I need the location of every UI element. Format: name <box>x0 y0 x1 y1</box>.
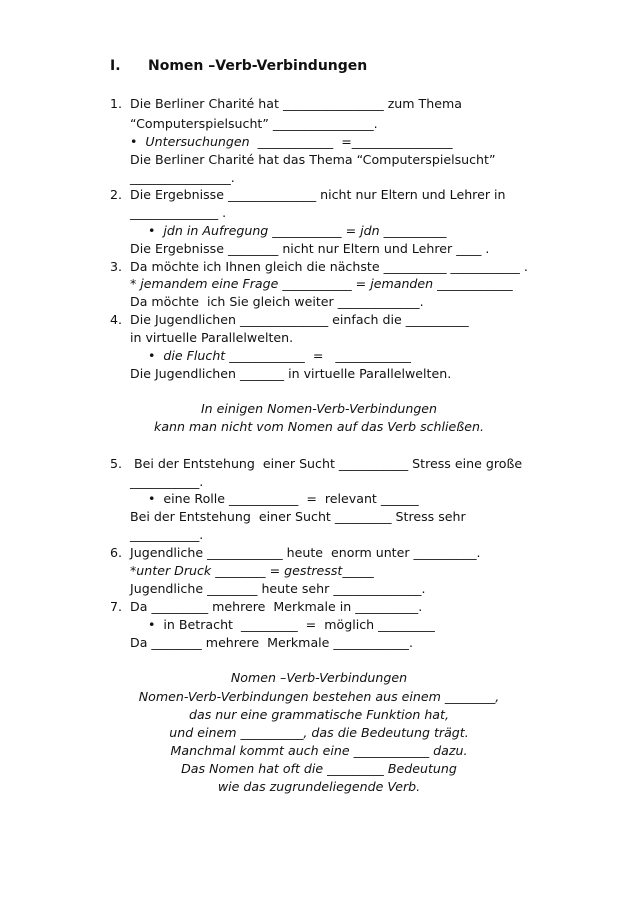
rule-note-line: In einigen Nomen-Verb-Verbindungen <box>200 401 438 416</box>
summary-line: das nur eine grammatische Funktion hat, <box>189 707 449 722</box>
exercise-6-line: Jugendliche ________ heute sehr ______________. <box>130 581 426 596</box>
exercise-7-line: Da ________ mehrere Merkmale ____________. <box>130 635 413 650</box>
exercise-4-bullet: • die Flucht ____________ = ____________ <box>148 348 411 363</box>
exercise-1-line: Die Berliner Charité hat das Thema “Computerspielsucht” <box>130 152 496 167</box>
exercise-2-bullet: • jdn in Aufregung ___________ = jdn __________ <box>148 223 447 238</box>
exercise-7-bullet: • in Betracht _________ = möglich _________ <box>148 617 435 632</box>
exercise-5-bullet: • eine Rolle ___________ = relevant ______ <box>148 491 419 506</box>
exercise-1-bullet: • Untersuchungen ____________ =________________ <box>130 134 453 149</box>
exercise-1-line: “Computerspielsucht” ________________. <box>130 116 378 131</box>
exercise-4-line: 4. Die Jugendlichen ______________ einfach die __________ <box>110 312 469 327</box>
exercise-1-line: 1. Die Berliner Charité hat ________________ zum Thema <box>110 96 462 111</box>
section-number: I. <box>110 58 121 74</box>
exercise-5-line: 5. Bei der Entstehung einer Sucht ___________ Stress eine große <box>110 456 523 471</box>
summary-title: Nomen –Verb-Verbindungen <box>230 670 408 685</box>
exercise-6-note: *unter Druck ________ = gestresst_____ <box>130 563 374 578</box>
exercise-3-line: Da möchte ich Sie gleich weiter _____________. <box>130 294 424 309</box>
exercise-2-line: ______________ . <box>130 205 227 220</box>
exercise-4-line: in virtuelle Parallelwelten. <box>130 330 294 345</box>
exercise-5-line: Bei der Entstehung einer Sucht _________ Stress sehr <box>130 509 466 524</box>
exercise-3-note: * jemandem eine Frage ___________ = jemanden ____________ <box>130 276 513 291</box>
exercise-3-line: 3. Da möchte ich Ihnen gleich die nächste __________ ___________ . <box>110 259 528 274</box>
rule-note-line: kann man nicht vom Nomen auf das Verb schließen. <box>154 419 484 434</box>
exercise-6-line: 6. Jugendliche ____________ heute enorm unter __________. <box>110 545 481 560</box>
exercise-7-line: 7. Da _________ mehrere Merkmale in __________. <box>110 599 423 614</box>
summary-line: Nomen-Verb-Verbindungen bestehen aus einem ________, <box>138 689 500 704</box>
summary-line: wie das zugrundeliegende Verb. <box>217 779 421 794</box>
exercise-5-line: ___________. <box>130 527 204 542</box>
exercise-1-line: ________________. <box>130 170 235 185</box>
summary-line: Manchmal kommt auch eine ____________ dazu. <box>170 743 468 758</box>
exercise-5-line: ___________. <box>130 474 204 489</box>
summary-line: Das Nomen hat oft die _________ Bedeutung <box>181 761 457 776</box>
section-title: Nomen –Verb-Verbindungen <box>148 58 368 74</box>
exercise-2-line: Die Ergebnisse ________ nicht nur Eltern und Lehrer ____ . <box>130 241 490 256</box>
exercise-2-line: 2. Die Ergebnisse ______________ nicht nur Eltern und Lehrer in <box>110 187 506 202</box>
exercise-4-line: Die Jugendlichen _______ in virtuelle Parallelwelten. <box>130 366 452 381</box>
summary-line: und einem __________, das die Bedeutung trägt. <box>169 725 469 740</box>
